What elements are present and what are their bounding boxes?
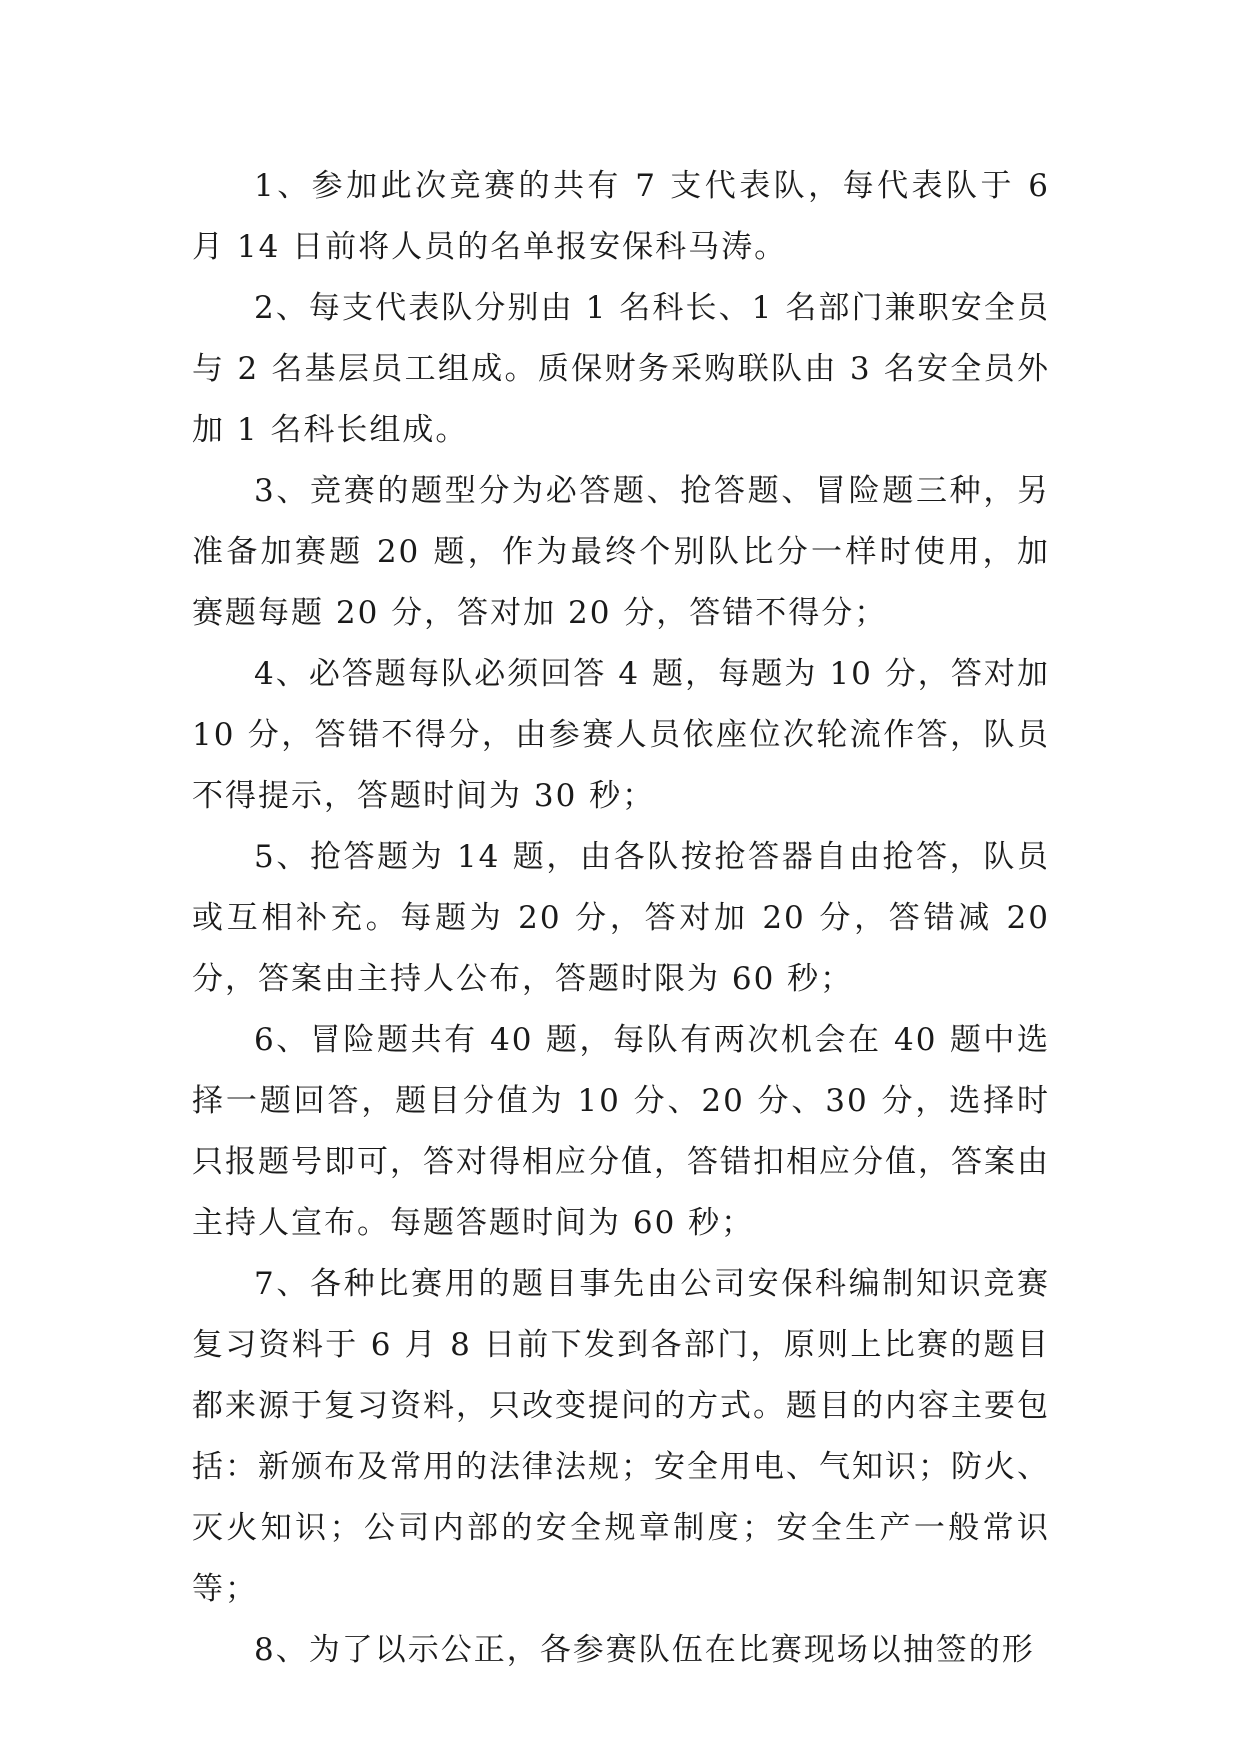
paragraph-2: 2、每支代表队分别由 1 名科长、1 名部门兼职安全员与 2 名基层员工组成。质保财务采购联队由 3 名安全员外加 1 名科长组成。 bbox=[192, 290, 1050, 448]
paragraph-5: 5、抢答题为 14 题，由各队按抢答器自由抢答，队员或互相补充。每题为 20 分，答对加 20 分，答错减 20 分，答案由主持人公布，答题时限为 60 秒； bbox=[192, 839, 1050, 997]
paragraph-4: 4、必答题每队必须回答 4 题，每题为 10 分，答对加 10 分，答错不得分，由参赛人员依座位次轮流作答，队员不得提示，答题时间为 30 秒； bbox=[192, 656, 1050, 814]
paragraph-1: 1、参加此次竞赛的共有 7 支代表队，每代表队于 6 月 14 日前将人员的名单报安保科马涛。 bbox=[192, 168, 1050, 265]
paragraph-8: 8、为了以示公正，各参赛队伍在比赛现场以抽签的形 bbox=[254, 1632, 1035, 1668]
paragraph-7: 7、各种比赛用的题目事先由公司安保科编制知识竞赛复习资料于 6 月 8 日前下发到各部门，原则上比赛的题目都来源于复习资料，只改变提问的方式。题目的内容主要包括：新颁布及常用的法律法规；安全用电、气知识；防火、灭火知识；公司内部的安全规章制度；安全生产一般常识等； bbox=[192, 1266, 1050, 1607]
paragraph-6: 6、冒险题共有 40 题，每队有两次机会在 40 题中选择一题回答，题目分值为 10 分、20 分、30 分，选择时只报题号即可，答对得相应分值，答错扣相应分值，答案由主持人宣布。每题答题时间为 60 秒； bbox=[192, 1022, 1050, 1241]
paragraph-3: 3、竞赛的题型分为必答题、抢答题、冒险题三种，另准备加赛题 20 题，作为最终个别队比分一样时使用，加赛题每题 20 分，答对加 20 分，答错不得分； bbox=[192, 473, 1050, 631]
document-body bbox=[192, 156, 1050, 1681]
